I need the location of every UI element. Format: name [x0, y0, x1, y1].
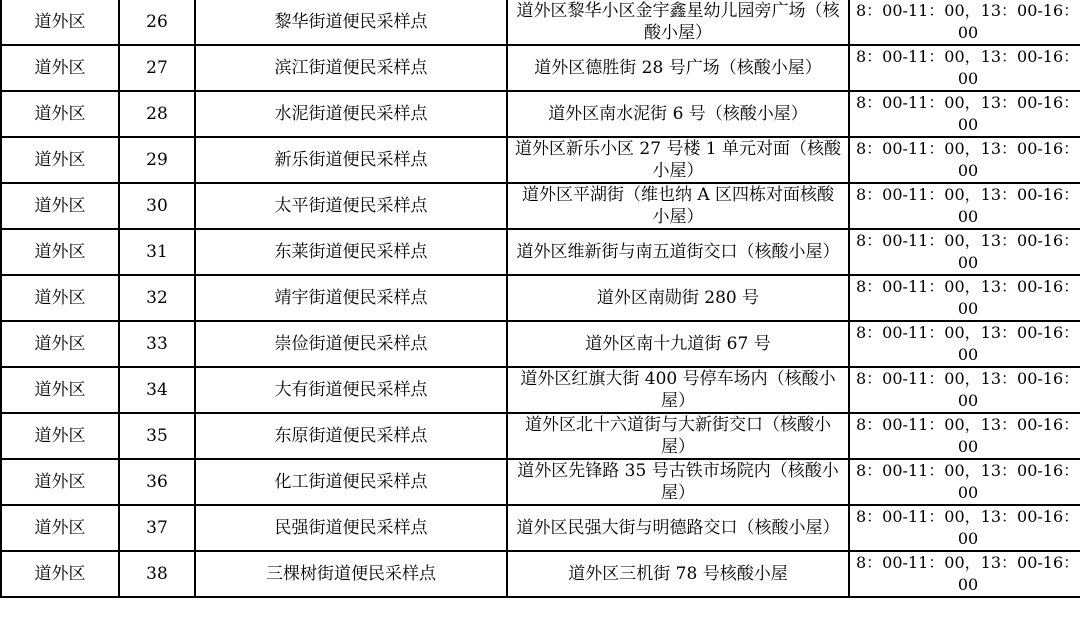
number-cell: 28: [119, 91, 195, 137]
address-cell: 道外区北十六道街与大新街交口（核酸小屋）: [507, 413, 849, 459]
table-row: [1, 367, 1080, 413]
site-name-cell: 滨江街道便民采样点: [195, 45, 507, 91]
site-name-cell: 东原街道便民采样点: [195, 413, 507, 459]
number-cell: 33: [119, 321, 195, 367]
hours-line-1: 8：00-11：00，13：00-16：: [856, 553, 1080, 572]
site-name-cell: 靖宇街道便民采样点: [195, 275, 507, 321]
hours-line-2: 00: [957, 345, 979, 364]
hours-line-1: 8：00-11：00，13：00-16：: [856, 369, 1080, 388]
number-cell: 32: [119, 275, 195, 321]
district-cell: 道外区: [1, 275, 119, 321]
site-name-cell: 三棵树街道便民采样点: [195, 551, 507, 597]
table-row: [1, 45, 1080, 91]
hours-line-1: 8：00-11：00，13：00-16：: [856, 231, 1080, 250]
hours-cell: [849, 551, 1080, 597]
number-cell: 36: [119, 459, 195, 505]
site-name-cell: 东莱街道便民采样点: [195, 229, 507, 275]
hours-line-2: 00: [957, 391, 979, 410]
site-name-cell: 民强街道便民采样点: [195, 505, 507, 551]
hours-line-2: 00: [957, 69, 979, 88]
hours-line-2: 00: [957, 161, 979, 180]
table-row: [1, 229, 1080, 275]
hours-line-1: 8：00-11：00，13：00-16：: [856, 1, 1080, 20]
hours-line-1: 8：00-11：00，13：00-16：: [856, 323, 1080, 342]
district-cell: 道外区: [1, 413, 119, 459]
district-cell: 道外区: [1, 229, 119, 275]
number-cell: 34: [119, 367, 195, 413]
hours-line-2: 00: [957, 437, 979, 456]
address-cell: 道外区德胜街 28 号广场（核酸小屋）: [507, 45, 849, 91]
site-name-cell: 太平街道便民采样点: [195, 183, 507, 229]
hours-line-2: 00: [957, 115, 979, 134]
address-cell: 道外区三机街 78 号核酸小屋: [507, 551, 849, 597]
hours-cell: [849, 137, 1080, 183]
number-cell: 31: [119, 229, 195, 275]
table-row: [1, 0, 1080, 45]
hours-line-2: 00: [957, 575, 979, 594]
number-cell: 29: [119, 137, 195, 183]
table-row: [1, 505, 1080, 551]
district-cell: 道外区: [1, 367, 119, 413]
hours-line-1: 8：00-11：00，13：00-16：: [856, 185, 1080, 204]
table-row: [1, 321, 1080, 367]
district-cell: 道外区: [1, 321, 119, 367]
district-cell: 道外区: [1, 91, 119, 137]
number-cell: 26: [119, 0, 195, 45]
address-cell: 道外区平湖街（维也纳 A 区四栋对面核酸小屋）: [507, 183, 849, 229]
number-cell: 27: [119, 45, 195, 91]
number-cell: 35: [119, 413, 195, 459]
address-cell: 道外区南勋街 280 号: [507, 275, 849, 321]
address-cell: 道外区黎华小区金宇鑫星幼儿园旁广场（核酸小屋）: [507, 0, 849, 45]
site-name-cell: 化工街道便民采样点: [195, 459, 507, 505]
hours-cell: [849, 0, 1080, 45]
hours-line-2: 00: [957, 529, 979, 548]
hours-cell: [849, 459, 1080, 505]
hours-line-1: 8：00-11：00，13：00-16：: [856, 507, 1080, 526]
number-cell: 37: [119, 505, 195, 551]
hours-cell: [849, 367, 1080, 413]
hours-line-1: 8：00-11：00，13：00-16：: [856, 277, 1080, 296]
table-row: [1, 183, 1080, 229]
table-row: [1, 459, 1080, 505]
district-cell: 道外区: [1, 183, 119, 229]
address-cell: 道外区新乐小区 27 号楼 1 单元对面（核酸小屋）: [507, 137, 849, 183]
site-name-cell: 崇俭街道便民采样点: [195, 321, 507, 367]
district-cell: 道外区: [1, 551, 119, 597]
hours-line-2: 00: [957, 23, 979, 42]
table-row: [1, 275, 1080, 321]
table-row: [1, 551, 1080, 597]
district-cell: 道外区: [1, 137, 119, 183]
address-cell: 道外区维新街与南五道街交口（核酸小屋）: [507, 229, 849, 275]
hours-line-1: 8：00-11：00，13：00-16：: [856, 461, 1080, 480]
district-cell: 道外区: [1, 0, 119, 45]
hours-line-1: 8：00-11：00，13：00-16：: [856, 139, 1080, 158]
hours-cell: [849, 275, 1080, 321]
hours-line-1: 8：00-11：00，13：00-16：: [856, 93, 1080, 112]
hours-line-2: 00: [957, 207, 979, 226]
number-cell: 38: [119, 551, 195, 597]
district-cell: 道外区: [1, 459, 119, 505]
number-cell: 30: [119, 183, 195, 229]
table-body: [1, 0, 1080, 597]
hours-cell: [849, 45, 1080, 91]
hours-cell: [849, 229, 1080, 275]
hours-cell: [849, 183, 1080, 229]
site-name-cell: 新乐街道便民采样点: [195, 137, 507, 183]
table-row: [1, 137, 1080, 183]
table-row: [1, 413, 1080, 459]
hours-cell: [849, 321, 1080, 367]
district-cell: 道外区: [1, 45, 119, 91]
district-cell: 道外区: [1, 505, 119, 551]
address-cell: 道外区民强大街与明德路交口（核酸小屋）: [507, 505, 849, 551]
hours-line-1: 8：00-11：00，13：00-16：: [856, 47, 1080, 66]
site-name-cell: 水泥街道便民采样点: [195, 91, 507, 137]
address-cell: 道外区南水泥街 6 号（核酸小屋）: [507, 91, 849, 137]
hours-cell: [849, 505, 1080, 551]
table-row: [1, 91, 1080, 137]
hours-cell: [849, 413, 1080, 459]
hours-line-2: 00: [957, 483, 979, 502]
hours-line-2: 00: [957, 253, 979, 272]
address-cell: 道外区红旗大街 400 号停车场内（核酸小屋）: [507, 367, 849, 413]
hours-line-1: 8：00-11：00，13：00-16：: [856, 415, 1080, 434]
site-name-cell: 大有街道便民采样点: [195, 367, 507, 413]
hours-line-2: 00: [957, 299, 979, 318]
hours-cell: [849, 91, 1080, 137]
address-cell: 道外区南十九道街 67 号: [507, 321, 849, 367]
address-cell: 道外区先锋路 35 号古铁市场院内（核酸小屋）: [507, 459, 849, 505]
site-name-cell: 黎华街道便民采样点: [195, 0, 507, 45]
